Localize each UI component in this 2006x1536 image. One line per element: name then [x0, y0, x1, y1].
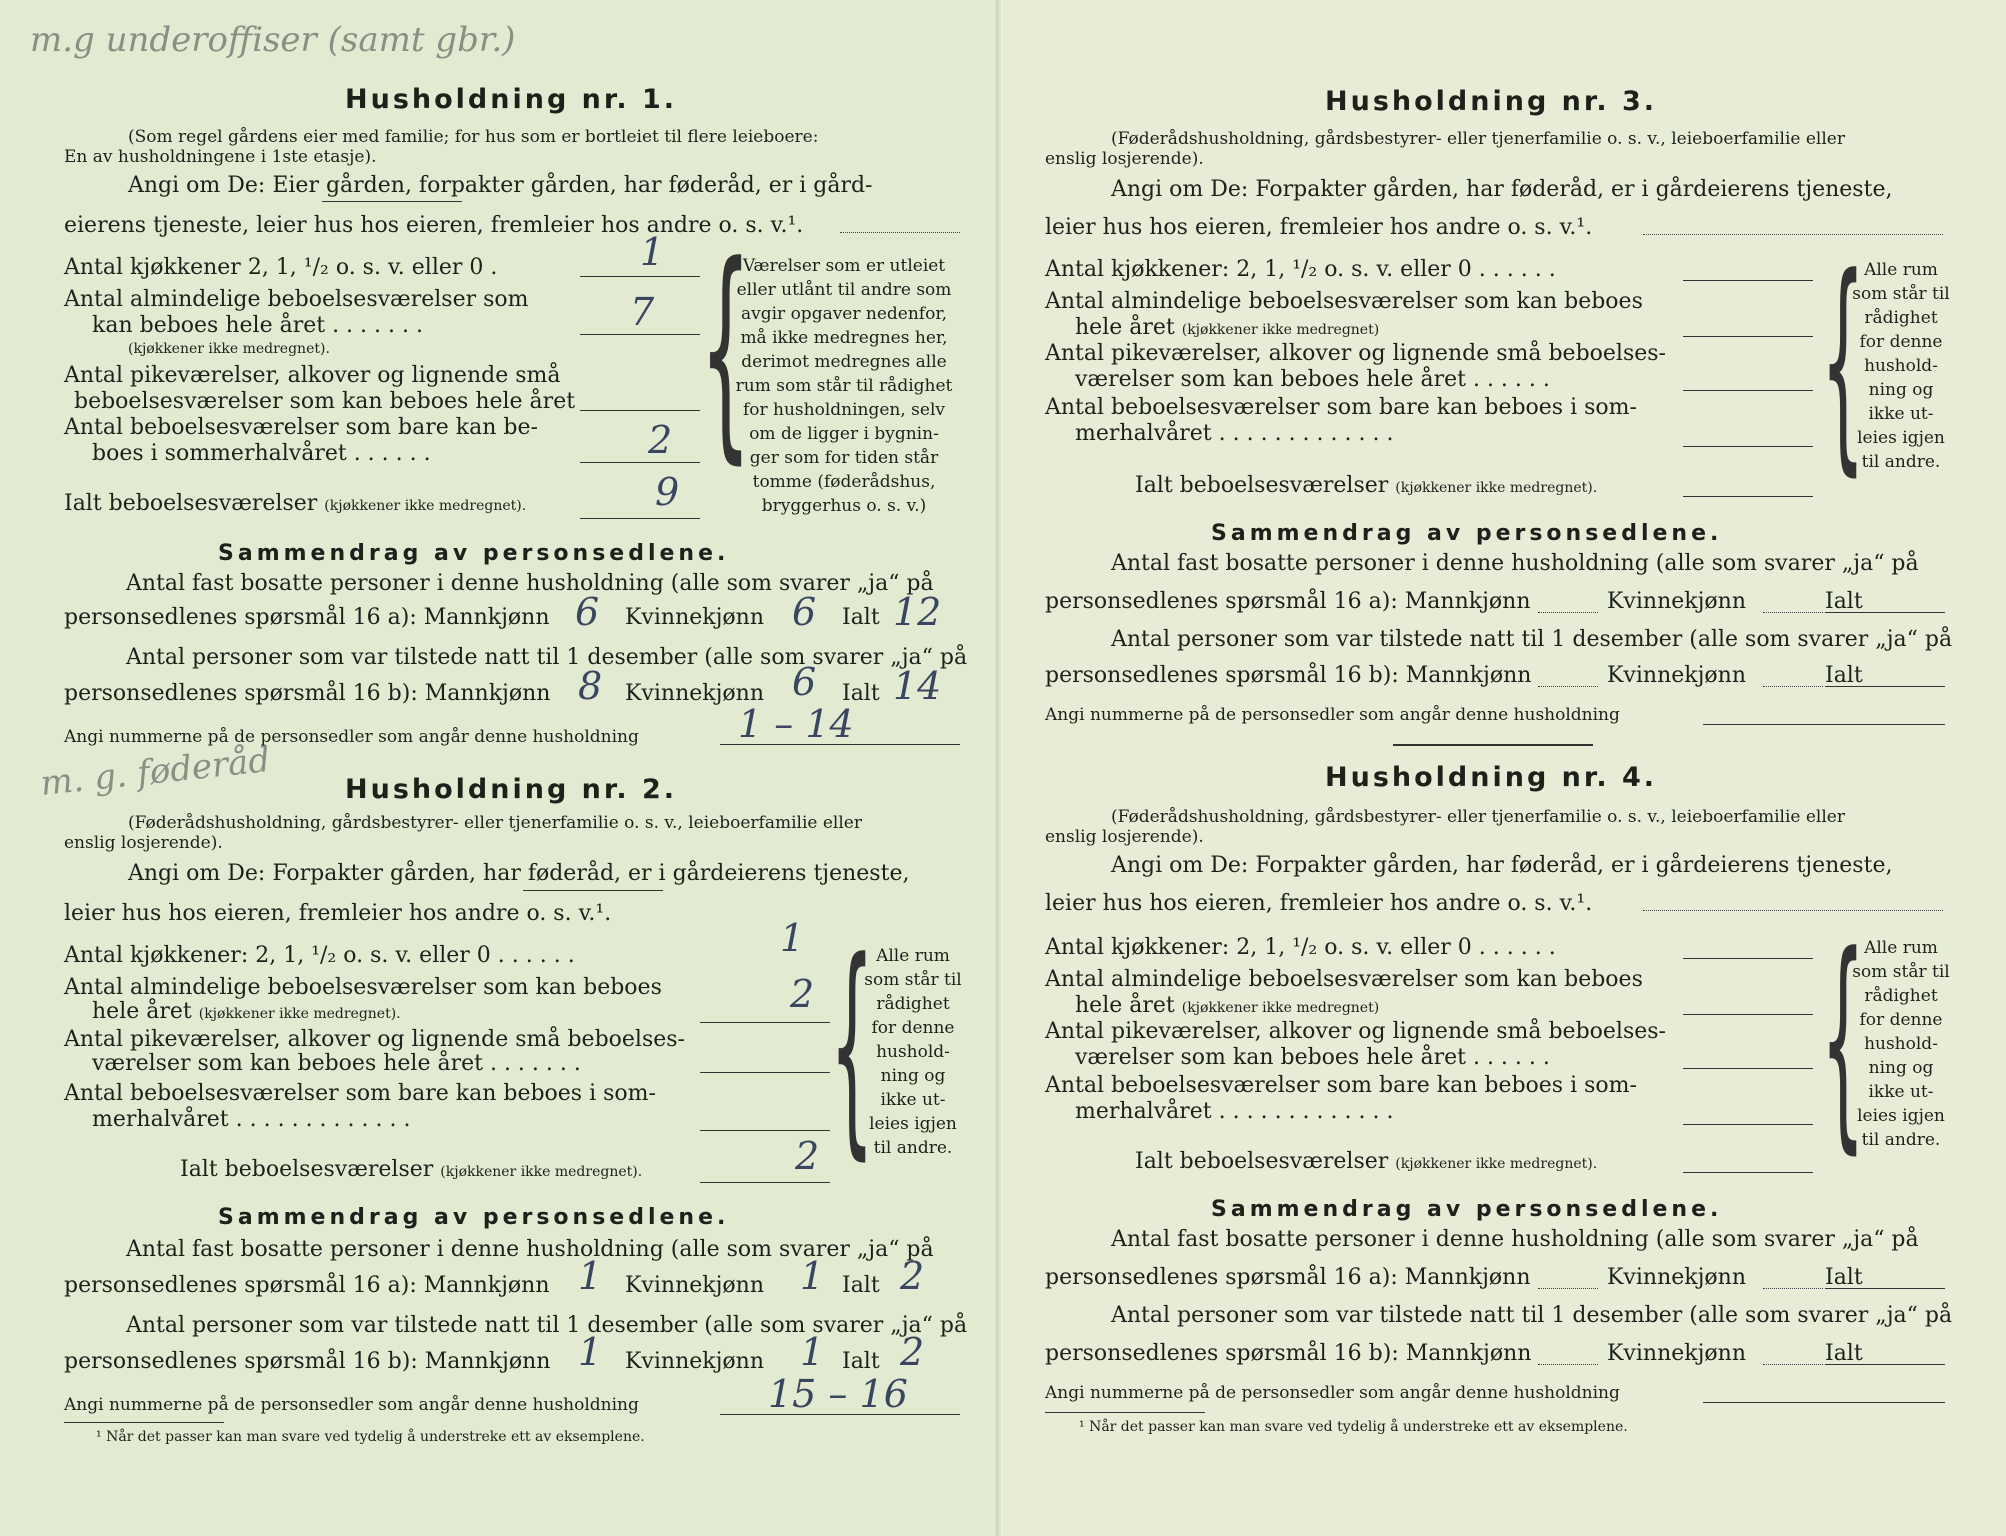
h2-note1: (Føderådshusholdning, gårdsbestyrer- eller tjenerfamilie o. s. v., leieboerfamilie eller: [128, 813, 862, 833]
h1-angi-line: [840, 232, 960, 233]
h1-alm-answer: 7: [630, 290, 655, 334]
h2-pike2: værelser som kan beboes hele året . . . . . . .: [92, 1051, 581, 1076]
h4-note2: enslig losjerende).: [1045, 827, 1204, 847]
h1-sommer-answer: 2: [648, 418, 673, 462]
h4-ialt-text: Ialt beboelsesværelser: [1135, 1149, 1389, 1174]
h4-i16a-label: Ialt: [1825, 1265, 1863, 1290]
h3-i16b-line: [1825, 686, 1945, 687]
h1-m16a: 6: [575, 590, 600, 634]
h2-alm1: Antal almindelige beboelsesværelser som kan beboes: [64, 975, 662, 1000]
h1-ialt-answer: 9: [655, 470, 680, 514]
h3-angi2: leier hus hos eieren, fremleier hos andre o. s. v.¹.: [1045, 215, 1593, 240]
h2-ialt-note: (kjøkkener ikke medregnet).: [440, 1164, 643, 1180]
h4-angi-line: [1643, 910, 1943, 911]
h4-sommer-line: [1683, 1124, 1813, 1125]
h2-ialt-line: [700, 1182, 830, 1183]
h1-nummer: Angi nummerne på de personsedler som angår denne husholdning: [64, 727, 639, 747]
h3-p16a-1: Antal fast bosatte personer i denne husholdning (alle som svarer „ja“ på: [1111, 551, 1919, 576]
h1-note2: En av husholdningene i 1ste etasje).: [64, 147, 377, 167]
h4-ialt-note: (kjøkkener ikke medregnet).: [1395, 1156, 1598, 1172]
h4-pike-line: [1683, 1068, 1813, 1069]
h3-m16a-line: [1538, 612, 1598, 613]
h2-sommer-line: [700, 1130, 830, 1131]
side-note-line: hushold-: [1864, 356, 1938, 376]
h3-kjokken: Antal kjøkkener: 2, 1, ¹/₂ o. s. v. eller 0 . . . . . .: [1045, 257, 1556, 282]
h3-sum-title: Sammendrag av personsedlene.: [1211, 521, 1723, 546]
h3-m16b-line: [1538, 686, 1598, 687]
h3-nummer-line: [1703, 724, 1945, 725]
h3-alm3: (kjøkkener ikke medregnet): [1181, 322, 1380, 338]
h4-sommer1: Antal beboelsesværelser som bare kan beboes i som-: [1045, 1073, 1637, 1098]
side-note-line: ning og: [1868, 380, 1934, 400]
h2-p16a-2: personsedlenes spørsmål 16 a): Mannkjønn: [64, 1273, 550, 1298]
h2-p16a-1: Antal fast bosatte personer i denne husholdning (alle som svarer „ja“ på: [126, 1237, 934, 1262]
h4-alm2: [1075, 992, 1379, 1020]
h2-alm3: (kjøkkener ikke medregnet).: [198, 1006, 401, 1022]
h1-p16b-1: Antal personer som var tilstede natt til 1 desember (alle som svarer „ja“ på: [126, 645, 968, 670]
h1-sum-title: Sammendrag av personsedlene.: [218, 541, 730, 566]
side-note-line: rådighet: [1864, 308, 1938, 328]
h2-k16a: 1: [800, 1254, 825, 1298]
h3-pike-line: [1683, 390, 1813, 391]
h1-p16a-2: personsedlenes spørsmål 16 a): Mannkjønn: [64, 605, 550, 630]
side-note-line: som står til: [1852, 284, 1950, 304]
h4-i16b-label: Ialt: [1825, 1341, 1863, 1366]
h2-kjokken: Antal kjøkkener: 2, 1, ¹/₂ o. s. v. eller 0 . . . . . .: [64, 943, 575, 968]
h4-brace: {: [1821, 907, 1865, 1174]
h4-alm3: (kjøkkener ikke medregnet): [1181, 1000, 1380, 1016]
h2-angi1: Angi om De: Forpakter gården, har føderåd, er i gårdeierens tjeneste,: [128, 861, 910, 886]
side-note-line: ning og: [880, 1066, 946, 1086]
h1-kjokken: Antal kjøkkener 2, 1, ¹/₂ o. s. v. eller 0 .: [64, 255, 498, 280]
h1-eier-underline: [322, 201, 462, 202]
side-note-line: til andre.: [873, 1138, 953, 1158]
side-note-line: for denne: [871, 1018, 955, 1038]
side-note-line: Alle rum: [876, 946, 950, 966]
h3-nummer: Angi nummerne på de personsedler som angår denne husholdning: [1045, 705, 1620, 725]
h2-ialt-text: Ialt beboelsesværelser: [180, 1157, 434, 1182]
side-note-line: for denne: [1859, 332, 1943, 352]
h3-i16a-line: [1825, 612, 1945, 613]
h4-alm2-text: hele året: [1075, 993, 1175, 1018]
h2-brace: {: [830, 913, 874, 1180]
h2-sum-title: Sammendrag av personsedlene.: [218, 1205, 730, 1230]
side-note-line: for husholdningen, selv: [742, 400, 946, 420]
pencil-note-mid: m. g. føderåd: [38, 740, 272, 804]
h3-k16a-line: [1763, 612, 1823, 613]
h1-sommer1: Antal beboelsesværelser som bare kan be-: [64, 415, 538, 440]
h2-i16a: 2: [900, 1254, 925, 1298]
h2-alm2-text: hele året: [92, 999, 192, 1024]
h4-side-note: [1841, 936, 1961, 1152]
h3-ialt-note: (kjøkkener ikke medregnet).: [1395, 480, 1598, 496]
side-note-line: ikke ut-: [1868, 1082, 1934, 1102]
side-note-line: om de ligger i bygnin-: [749, 424, 939, 444]
h4-k16a-line: [1763, 1288, 1823, 1289]
h2-footnote: ¹ Når det passer kan man svare ved tydelig å understreke ett av eksemplene.: [96, 1429, 645, 1445]
side-note-line: derimot medregnes alle: [741, 352, 947, 372]
h4-k16b-label: Kvinnekjønn: [1607, 1341, 1746, 1366]
h1-alm3: (kjøkkener ikke medregnet).: [128, 341, 330, 357]
h4-note1: (Føderådshusholdning, gårdsbestyrer- eller tjenerfamilie o. s. v., leieboerfamilie eller: [1111, 807, 1845, 827]
h1-brace: {: [700, 217, 752, 484]
right-page: [1003, 0, 2006, 1536]
h3-alm2-text: hele året: [1075, 315, 1175, 340]
h4-nummer-line: [1703, 1402, 1945, 1403]
side-note-line: ning og: [1868, 1058, 1934, 1078]
h3-brace: {: [1821, 229, 1865, 496]
h2-sommer2: merhalvåret . . . . . . . . . . . . .: [92, 1107, 411, 1132]
side-note-line: hushold-: [876, 1042, 950, 1062]
h1-m16b: 8: [578, 664, 603, 708]
h4-alm1: Antal almindelige beboelsesværelser som kan beboes: [1045, 967, 1643, 992]
h2-i16b: 2: [900, 1330, 925, 1374]
h1-ialt-line: [580, 518, 700, 519]
h1-k16b: 6: [792, 660, 817, 704]
side-note-line: som står til: [864, 970, 962, 990]
h4-p16a-2: personsedlenes spørsmål 16 a): Mannkjønn: [1045, 1265, 1531, 1290]
h2-sommer1: Antal beboelsesværelser som bare kan beboes i som-: [64, 1081, 656, 1106]
h4-p16a-1: Antal fast bosatte personer i denne husholdning (alle som svarer „ja“ på: [1111, 1227, 1919, 1252]
side-note-line: Alle rum: [1864, 260, 1938, 280]
h1-pike-line: [580, 410, 700, 411]
h1-ialt-text: Ialt beboelsesværelser: [64, 491, 318, 516]
h3-i16a-label: Ialt: [1825, 589, 1863, 614]
h3-sommer2: merhalvåret . . . . . . . . . . . . .: [1075, 421, 1394, 446]
side-note-line: til andre.: [1861, 452, 1941, 472]
side-note-line: til andre.: [1861, 1130, 1941, 1150]
h1-ialt-note: (kjøkkener ikke medregnet).: [324, 498, 527, 514]
h2-angi2: leier hus hos eieren, fremleier hos andre o. s. v.¹.: [64, 901, 612, 926]
h4-p16b-2: personsedlenes spørsmål 16 b): Mannkjønn: [1045, 1341, 1532, 1366]
h3-title: Husholdning nr. 3.: [1325, 86, 1658, 117]
side-note-line: rum som står til rådighet: [735, 376, 953, 396]
h3-sommer-line: [1683, 446, 1813, 447]
side-note-line: som står til: [1852, 962, 1950, 982]
h4-kjokken-line: [1683, 958, 1813, 959]
h3-i16b-label: Ialt: [1825, 663, 1863, 688]
h3-p16b-2: personsedlenes spørsmål 16 b): Mannkjønn: [1045, 663, 1532, 688]
h4-kjokken: Antal kjøkkener: 2, 1, ¹/₂ o. s. v. eller 0 . . . . . .: [1045, 935, 1556, 960]
h1-angi2: eierens tjeneste, leier hus hos eieren, fremleier hos andre o. s. v.¹.: [64, 213, 804, 238]
h1-pike1: Antal pikeværelser, alkover og lignende små: [64, 363, 561, 388]
h2-k16b-label: Kvinnekjønn: [625, 1349, 764, 1374]
h1-i16b: 14: [893, 664, 942, 708]
h4-title: Husholdning nr. 4.: [1325, 762, 1658, 793]
h4-ialt-label: [1135, 1148, 1597, 1176]
h2-pike1: Antal pikeværelser, alkover og lignende små beboelses-: [64, 1027, 685, 1052]
h1-alm1: Antal almindelige beboelsesværelser som: [64, 287, 529, 312]
h1-note1: (Som regel gårdens eier med familie; for hus som er bortleiet til flere leieboere:: [128, 127, 819, 147]
side-note-line: rådighet: [1864, 986, 1938, 1006]
h2-i16a-label: Ialt: [842, 1273, 880, 1298]
h4-k16a-label: Kvinnekjønn: [1607, 1265, 1746, 1290]
h3-angi-line: [1643, 234, 1943, 235]
h2-k16b: 1: [800, 1330, 825, 1374]
side-note-line: tomme (føderådshus,: [752, 472, 936, 492]
h1-kjokken-line: [580, 276, 700, 277]
h2-nummer: Angi nummerne på de personsedler som angår denne husholdning: [64, 1395, 639, 1415]
h1-nummer-answer: 1 – 14: [738, 702, 854, 746]
side-note-line: for denne: [1859, 1010, 1943, 1030]
h2-kjokken-answer: 1: [780, 916, 805, 960]
h1-sommer2: boes i sommerhalvåret . . . . . .: [92, 441, 431, 466]
h3-note2: enslig losjerende).: [1045, 149, 1204, 169]
h1-k16a-label: Kvinnekjønn: [625, 605, 764, 630]
side-note-line: ikke ut-: [880, 1090, 946, 1110]
side-note-line: eller utlånt til andre som: [736, 280, 952, 300]
h2-m16b: 1: [578, 1330, 603, 1374]
side-note-line: ger som for tiden står: [749, 448, 939, 468]
h2-p16b-1: Antal personer som var tilstede natt til 1 desember (alle som svarer „ja“ på: [126, 1313, 968, 1338]
h4-i16a-line: [1825, 1288, 1945, 1289]
side-note-line: leies igjen: [1857, 428, 1945, 448]
h1-title: Husholdning nr. 1.: [345, 84, 678, 115]
h2-title: Husholdning nr. 2.: [345, 774, 678, 805]
h4-m16a-line: [1538, 1288, 1598, 1289]
h2-ialt-answer: 2: [795, 1134, 820, 1178]
h2-alm2: [92, 998, 401, 1026]
h1-alm2: kan beboes hele året . . . . . . .: [92, 313, 423, 338]
h4-footnote-rule: [1045, 1412, 1205, 1413]
side-note-line: Værelser som er utleiet: [742, 256, 946, 276]
h3-alm2: [1075, 314, 1379, 342]
section-separator: [1393, 744, 1593, 746]
h2-alm-answer: 2: [790, 972, 815, 1016]
h2-alm-line: [700, 1022, 830, 1023]
h2-k16a-label: Kvinnekjønn: [625, 1273, 764, 1298]
side-note-line: bryggerhus o. s. v.): [761, 496, 927, 516]
h1-ialt-label: [64, 490, 526, 518]
h3-note1: (Føderådshusholdning, gårdsbestyrer- eller tjenerfamilie o. s. v., leieboerfamilie eller: [1111, 129, 1845, 149]
h4-pike1: Antal pikeværelser, alkover og lignende små beboelses-: [1045, 1019, 1666, 1044]
h1-sommer-line: [580, 462, 700, 463]
h4-sommer2: merhalvåret . . . . . . . . . . . . .: [1075, 1099, 1394, 1124]
h3-p16b-1: Antal personer som var tilstede natt til 1 desember (alle som svarer „ja“ på: [1111, 627, 1953, 652]
h2-p16b-2: personsedlenes spørsmål 16 b): Mannkjønn: [64, 1349, 551, 1374]
h1-k16a: 6: [792, 590, 817, 634]
h3-p16a-2: personsedlenes spørsmål 16 a): Mannkjønn: [1045, 589, 1531, 614]
h1-nummer-line: [720, 744, 960, 745]
side-note-line: avgir opgaver nedenfor,: [740, 304, 947, 324]
h3-ialt-text: Ialt beboelsesværelser: [1135, 473, 1389, 498]
h4-m16b-line: [1538, 1364, 1598, 1365]
h3-k16b-label: Kvinnekjønn: [1607, 663, 1746, 688]
h2-side-note: [858, 944, 968, 1160]
h1-pike2: beboelsesværelser som kan beboes hele året: [74, 389, 576, 414]
h4-footnote: ¹ Når det passer kan man svare ved tydelig å understreke ett av eksemplene.: [1079, 1419, 1628, 1435]
side-note-line: rådighet: [876, 994, 950, 1014]
h3-alm1: Antal almindelige beboelsesværelser som kan beboes: [1045, 289, 1643, 314]
h4-pike2: værelser som kan beboes hele året . . . . . .: [1075, 1045, 1550, 1070]
h3-pike1: Antal pikeværelser, alkover og lignende små beboelses-: [1045, 341, 1666, 366]
h3-kjokken-line: [1683, 280, 1813, 281]
h3-ialt-line: [1683, 496, 1813, 497]
h4-k16b-line: [1763, 1364, 1823, 1365]
h2-i16b-label: Ialt: [842, 1349, 880, 1374]
side-note-line: Alle rum: [1864, 938, 1938, 958]
h1-alm-line: [580, 334, 700, 335]
h3-sommer1: Antal beboelsesværelser som bare kan beboes i som-: [1045, 395, 1637, 420]
h2-nummer-line: [720, 1414, 960, 1415]
h4-angi2: leier hus hos eieren, fremleier hos andre o. s. v.¹.: [1045, 891, 1593, 916]
h1-kjokken-answer: 1: [640, 230, 665, 274]
h1-i16a: 12: [893, 590, 942, 634]
h2-pike-line: [700, 1072, 830, 1073]
h3-side-note: [1841, 258, 1961, 474]
h1-i16a-label: Ialt: [842, 605, 880, 630]
pencil-note-top: m.g underoffiser (samt gbr.): [30, 20, 516, 60]
h2-note2: enslig losjerende).: [64, 833, 223, 853]
h4-angi1: Angi om De: Forpakter gården, har føderåd, er i gårdeierens tjeneste,: [1111, 853, 1893, 878]
h2-nummer-answer: 15 – 16: [768, 1372, 908, 1416]
side-note-line: ikke ut-: [1868, 404, 1934, 424]
side-note-line: leies igjen: [869, 1114, 957, 1134]
h4-nummer: Angi nummerne på de personsedler som angår denne husholdning: [1045, 1383, 1620, 1403]
h4-sum-title: Sammendrag av personsedlene.: [1211, 1197, 1723, 1222]
side-note-line: hushold-: [1864, 1034, 1938, 1054]
side-note-line: må ikke medregnes her,: [740, 328, 948, 348]
h4-ialt-line: [1683, 1172, 1813, 1173]
h2-ialt-label: [180, 1156, 642, 1184]
h4-p16b-1: Antal personer som var tilstede natt til 1 desember (alle som svarer „ja“ på: [1111, 1303, 1953, 1328]
h1-p16b-2: personsedlenes spørsmål 16 b): Mannkjønn: [64, 681, 551, 706]
h3-pike2: værelser som kan beboes hele året . . . . . .: [1075, 367, 1550, 392]
h1-angi1: Angi om De: Eier gården, forpakter gården, har føderåd, er i gård-: [128, 173, 873, 198]
h1-k16b-label: Kvinnekjønn: [625, 681, 764, 706]
h4-alm-line: [1683, 1014, 1813, 1015]
h1-p16a-1: Antal fast bosatte personer i denne husholdning (alle som svarer „ja“ på: [126, 571, 934, 596]
h1-i16b-label: Ialt: [842, 681, 880, 706]
h2-footnote-rule: [64, 1422, 224, 1423]
h3-k16a-label: Kvinnekjønn: [1607, 589, 1746, 614]
h3-alm-line: [1683, 336, 1813, 337]
h2-foderad-underline: [523, 890, 663, 891]
side-note-line: leies igjen: [1857, 1106, 1945, 1126]
h4-i16b-line: [1825, 1364, 1945, 1365]
h3-k16b-line: [1763, 686, 1823, 687]
h1-side-note: [728, 254, 960, 518]
h3-ialt-label: [1135, 472, 1597, 500]
h2-m16a: 1: [578, 1254, 603, 1298]
h3-angi1: Angi om De: Forpakter gården, har føderåd, er i gårdeierens tjeneste,: [1111, 177, 1893, 202]
